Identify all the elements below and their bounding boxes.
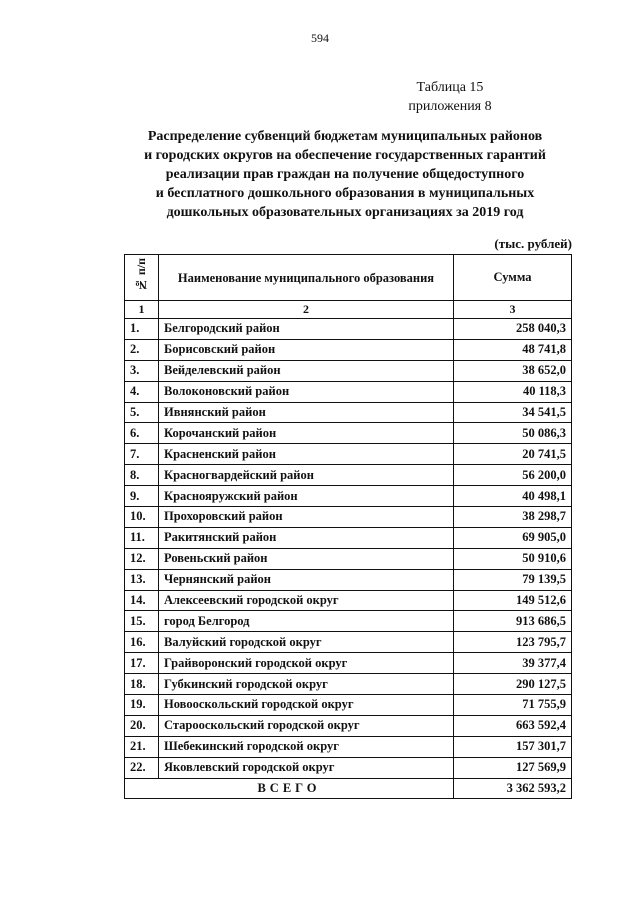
heading-line: дошкольных образовательных организациях за 2019 год	[166, 205, 524, 220]
column-number-row	[125, 301, 572, 319]
column-number: 1	[125, 301, 159, 319]
row-name: Красногвардейский район	[159, 465, 454, 486]
column-number: 2	[159, 301, 454, 319]
table-row	[125, 465, 572, 486]
row-sum: 69 905,0	[454, 527, 572, 548]
row-sum: 38 298,7	[454, 507, 572, 528]
document-heading	[110, 127, 580, 222]
table-row	[125, 402, 572, 423]
row-number: 5.	[125, 402, 159, 423]
row-sum: 48 741,8	[454, 339, 572, 360]
table-row	[125, 319, 572, 340]
row-sum: 258 040,3	[454, 319, 572, 340]
total-sum: 3 362 593,2	[454, 778, 572, 799]
row-name: Грайворонский городской округ	[159, 653, 454, 674]
table-row	[125, 590, 572, 611]
table-row	[125, 674, 572, 695]
row-name: Яковлевский городской округ	[159, 757, 454, 778]
row-sum: 123 795,7	[454, 632, 572, 653]
row-number: 16.	[125, 632, 159, 653]
table-row	[125, 611, 572, 632]
row-name: город Белгород	[159, 611, 454, 632]
table-row	[125, 736, 572, 757]
row-number: 18.	[125, 674, 159, 695]
row-number: 13.	[125, 569, 159, 590]
row-number: 22.	[125, 757, 159, 778]
row-number: 6.	[125, 423, 159, 444]
row-number: 21.	[125, 736, 159, 757]
row-sum: 34 541,5	[454, 402, 572, 423]
row-number: 20.	[125, 715, 159, 736]
row-sum: 149 512,6	[454, 590, 572, 611]
row-sum: 50 910,6	[454, 548, 572, 569]
header-num: № п/п	[134, 258, 148, 293]
heading-line: и городских округов на обеспечение государственных гарантий	[144, 148, 546, 163]
table-row	[125, 507, 572, 528]
table-caption	[400, 78, 500, 116]
row-name: Корочанский район	[159, 423, 454, 444]
row-sum: 40 498,1	[454, 486, 572, 507]
row-sum: 71 755,9	[454, 695, 572, 716]
table-body	[125, 319, 572, 779]
column-number: 3	[454, 301, 572, 319]
row-number: 3.	[125, 360, 159, 381]
row-number: 19.	[125, 695, 159, 716]
table-row	[125, 653, 572, 674]
row-sum: 127 569,9	[454, 757, 572, 778]
units-label: (тыс. рублей)	[494, 236, 572, 251]
row-sum: 40 118,3	[454, 381, 572, 402]
table-header-row	[125, 255, 572, 301]
row-name: Красненский район	[159, 444, 454, 465]
row-name: Новооскольский городской округ	[159, 695, 454, 716]
header-num-cell	[125, 255, 159, 301]
row-number: 2.	[125, 339, 159, 360]
row-name: Губкинский городской округ	[159, 674, 454, 695]
row-number: 7.	[125, 444, 159, 465]
table-row	[125, 360, 572, 381]
row-name: Ивнянский район	[159, 402, 454, 423]
table-row	[125, 548, 572, 569]
row-sum: 157 301,7	[454, 736, 572, 757]
row-name: Чернянский район	[159, 569, 454, 590]
page-number: 594	[311, 31, 329, 45]
row-name: Ракитянский район	[159, 527, 454, 548]
table-row	[125, 757, 572, 778]
table-row	[125, 423, 572, 444]
row-name: Ровеньский район	[159, 548, 454, 569]
table-row	[125, 715, 572, 736]
row-sum: 39 377,4	[454, 653, 572, 674]
row-number: 9.	[125, 486, 159, 507]
row-name: Волоконовский район	[159, 381, 454, 402]
table-row	[125, 486, 572, 507]
table-caption-line-2: приложения 8	[408, 99, 492, 114]
row-number: 17.	[125, 653, 159, 674]
header-sum: Сумма	[454, 255, 572, 301]
row-sum: 38 652,0	[454, 360, 572, 381]
total-label: ВСЕГО	[125, 778, 454, 799]
row-name: Вейделевский район	[159, 360, 454, 381]
row-name: Валуйский городской округ	[159, 632, 454, 653]
header-name: Наименование муниципального образования	[159, 255, 454, 301]
row-name: Краснояружский район	[159, 486, 454, 507]
row-name: Белгородский район	[159, 319, 454, 340]
row-name: Шебекинский городской округ	[159, 736, 454, 757]
row-number: 11.	[125, 527, 159, 548]
row-sum: 20 741,5	[454, 444, 572, 465]
heading-line: Распределение субвенций бюджетам муниципальных районов	[147, 129, 543, 144]
total-row	[125, 778, 572, 799]
table-row	[125, 527, 572, 548]
row-number: 4.	[125, 381, 159, 402]
row-number: 15.	[125, 611, 159, 632]
table-row	[125, 444, 572, 465]
row-name: Борисовский район	[159, 339, 454, 360]
row-sum: 913 686,5	[454, 611, 572, 632]
row-number: 10.	[125, 507, 159, 528]
subsidy-table	[124, 254, 572, 799]
row-sum: 50 086,3	[454, 423, 572, 444]
row-number: 14.	[125, 590, 159, 611]
table-row	[125, 569, 572, 590]
table-row	[125, 339, 572, 360]
row-sum: 56 200,0	[454, 465, 572, 486]
row-sum: 79 139,5	[454, 569, 572, 590]
heading-line: и бесплатного дошкольного образования в муниципальных	[155, 186, 535, 201]
row-number: 8.	[125, 465, 159, 486]
row-number: 12.	[125, 548, 159, 569]
row-name: Прохоровский район	[159, 507, 454, 528]
table-row	[125, 695, 572, 716]
row-number: 1.	[125, 319, 159, 340]
table-caption-line-1: Таблица 15	[416, 80, 484, 95]
table-row	[125, 632, 572, 653]
row-sum: 290 127,5	[454, 674, 572, 695]
table-row	[125, 381, 572, 402]
row-name: Алексеевский городской округ	[159, 590, 454, 611]
heading-line: реализации прав граждан на получение общедоступного	[165, 167, 525, 182]
row-name: Старооскольский городской округ	[159, 715, 454, 736]
row-sum: 663 592,4	[454, 715, 572, 736]
